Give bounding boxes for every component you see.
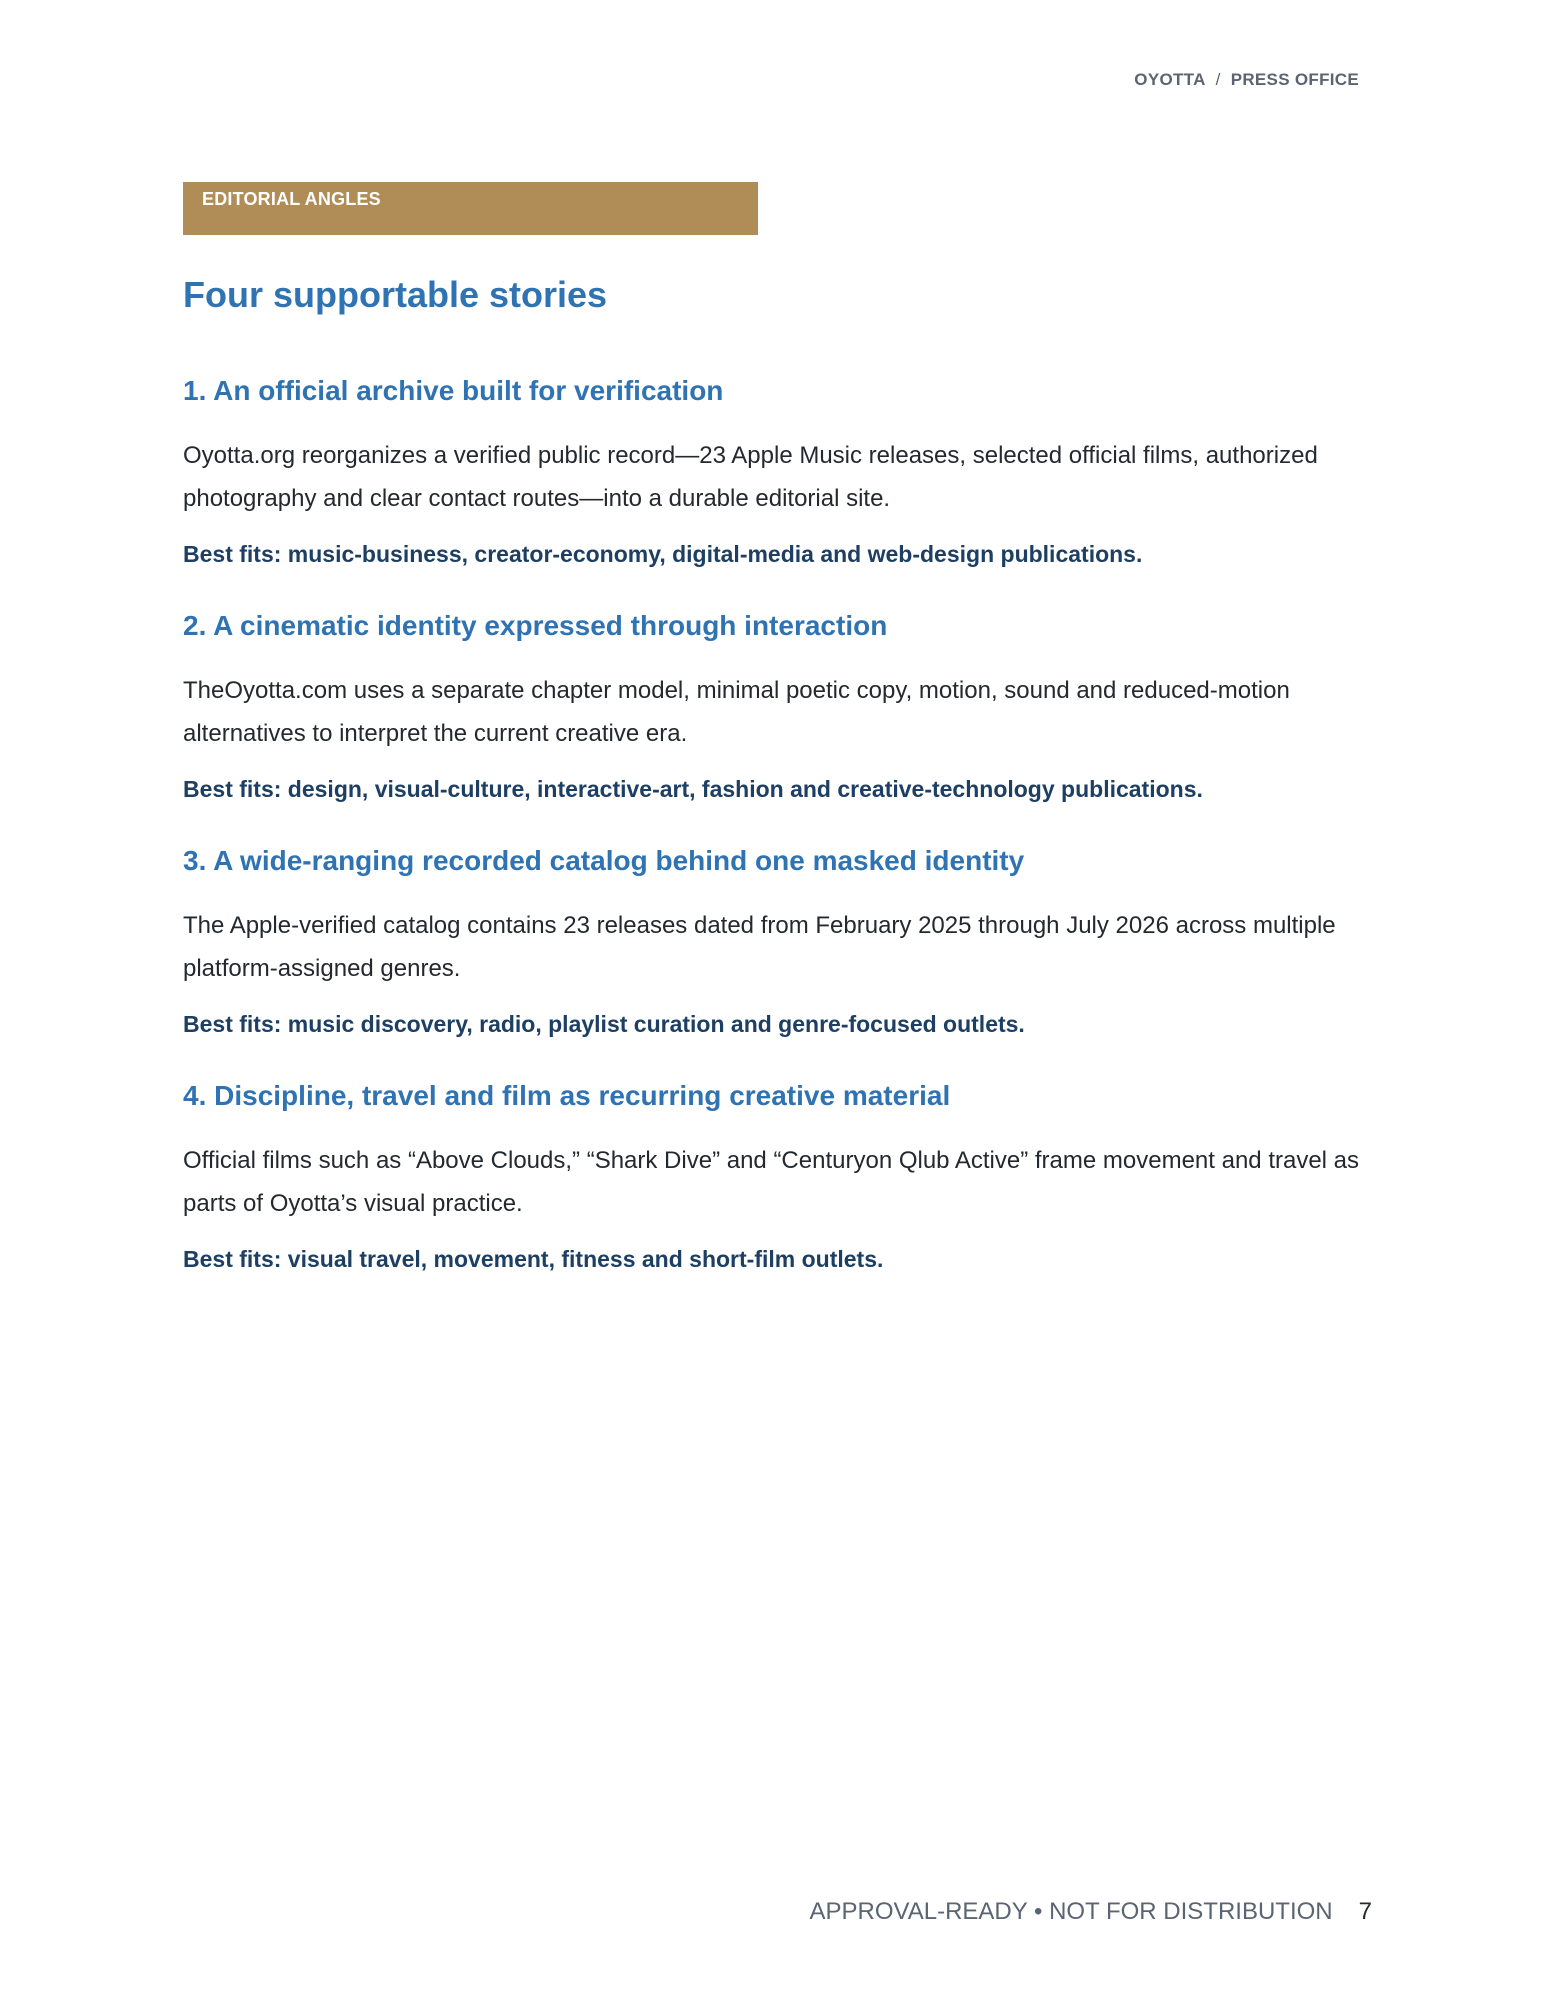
angle-best-fits: Best fits: music discovery, radio, playlist curation and genre-focused outlets. bbox=[183, 1011, 1025, 1037]
angle-item bbox=[183, 605, 1373, 807]
header-section: PRESS OFFICE bbox=[1230, 70, 1359, 89]
angle-item bbox=[183, 840, 1373, 1042]
angle-best-fits: Best fits: visual travel, movement, fitness and short-film outlets. bbox=[183, 1246, 884, 1272]
angle-body: The Apple-verified catalog contains 23 releases dated from February 2025 through July 2026 across multiple platform-assigned genres. bbox=[183, 912, 1336, 982]
page-footer bbox=[809, 1898, 1372, 1926]
angle-item bbox=[183, 370, 1373, 572]
page-title: Four supportable stories bbox=[183, 274, 608, 315]
angle-item bbox=[183, 1075, 1373, 1277]
angle-heading: 4. Discipline, travel and film as recurring creative material bbox=[183, 1080, 951, 1111]
angle-body: Oyotta.org reorganizes a verified public record—23 Apple Music releases, selected official films, authorized photography and clear contact routes—into a durable editorial site. bbox=[183, 442, 1318, 512]
section-tag: EDITORIAL ANGLES bbox=[183, 182, 758, 235]
editorial-angles-list bbox=[183, 370, 1373, 1310]
header-separator: / bbox=[1215, 70, 1221, 89]
angle-heading: 3. A wide-ranging recorded catalog behind one masked identity bbox=[183, 845, 1025, 876]
angle-best-fits: Best fits: design, visual-culture, interactive-art, fashion and creative-technology publications. bbox=[183, 776, 1203, 802]
angle-heading: 2. A cinematic identity expressed through interaction bbox=[183, 610, 888, 641]
angle-body: Official films such as “Above Clouds,” “Shark Dive” and “Centuryon Qlub Active” frame movement and travel as parts of Oyotta’s visual practice. bbox=[183, 1147, 1360, 1217]
running-header bbox=[1134, 70, 1359, 90]
page-number: 7 bbox=[1358, 1898, 1372, 1925]
angle-heading: 1. An official archive built for verification bbox=[183, 375, 724, 406]
footer-status: APPROVAL-READY • NOT FOR DISTRIBUTION bbox=[809, 1898, 1333, 1925]
angle-body: TheOyotta.com uses a separate chapter model, minimal poetic copy, motion, sound and reduced-motion alternatives to interpret the current creative era. bbox=[183, 677, 1290, 747]
header-brand: OYOTTA bbox=[1134, 70, 1206, 89]
angle-best-fits: Best fits: music-business, creator-economy, digital-media and web-design publications. bbox=[183, 541, 1143, 567]
